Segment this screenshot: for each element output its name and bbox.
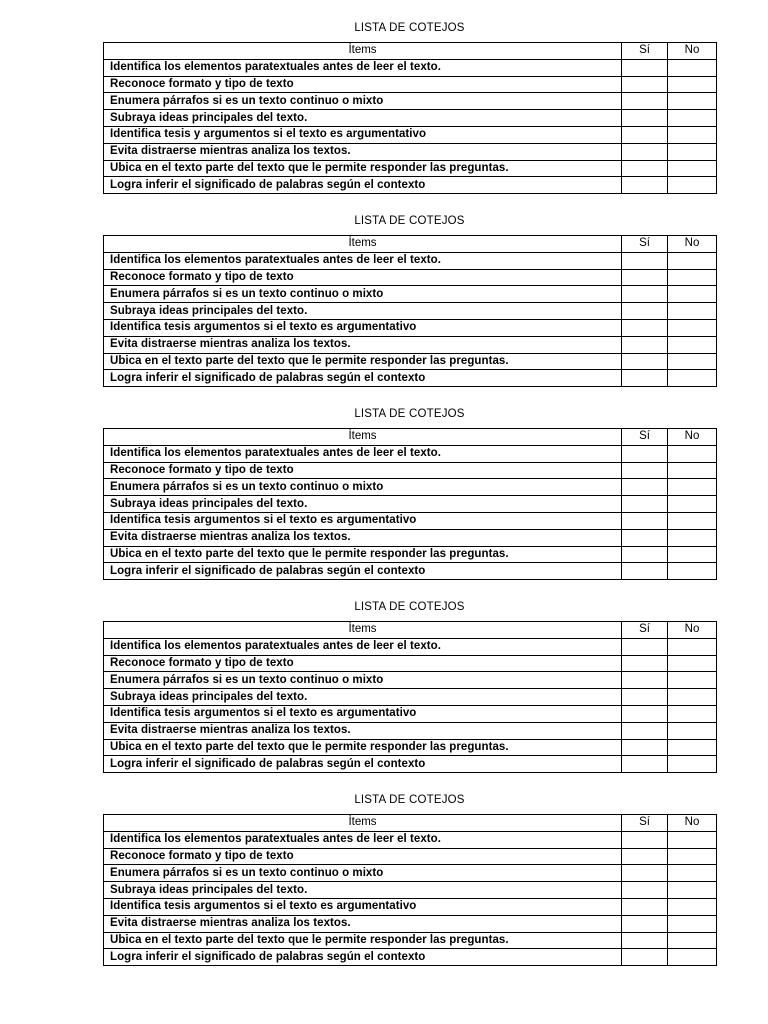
check-cell-si[interactable] [622,512,668,529]
table-row [104,462,717,479]
check-cell-si[interactable] [622,898,668,915]
item-text: Reconoce formato y tipo de texto [104,462,622,479]
table-row [104,479,717,496]
check-cell-si[interactable] [622,739,668,756]
item-text: Reconoce formato y tipo de texto [104,76,622,93]
item-text: Reconoce formato y tipo de texto [104,848,622,865]
table-row [104,93,717,110]
check-cell-si[interactable] [622,756,668,773]
item-text: Logra inferir el significado de palabras según el contexto [104,370,622,387]
check-cell-si[interactable] [622,319,668,336]
check-cell-no[interactable] [668,563,717,580]
item-text: Identifica los elementos paratextuales antes de leer el texto. [104,252,622,269]
table-row [104,563,717,580]
check-cell-no[interactable] [668,59,717,76]
column-header-si: Sí [622,429,668,446]
check-cell-no[interactable] [668,705,717,722]
check-cell-no[interactable] [668,848,717,865]
check-cell-no[interactable] [668,898,717,915]
table-header-row [104,429,717,446]
item-text: Subraya ideas principales del texto. [104,303,622,320]
check-cell-no[interactable] [668,496,717,513]
column-header-si: Sí [622,622,668,639]
item-text: Identifica tesis argumentos si el texto es argumentativo [104,319,622,336]
table-row [104,932,717,949]
table-row [104,252,717,269]
check-cell-no[interactable] [668,76,717,93]
table-row [104,512,717,529]
column-header-si: Sí [622,815,668,832]
check-cell-si[interactable] [622,689,668,706]
check-cell-no[interactable] [668,177,717,194]
table-row [104,756,717,773]
check-cell-no[interactable] [668,303,717,320]
item-text: Enumera párrafos si es un texto continuo o mixto [104,479,622,496]
check-cell-si[interactable] [622,370,668,387]
item-text: Identifica tesis argumentos si el texto es argumentativo [104,512,622,529]
check-cell-no[interactable] [668,462,717,479]
check-cell-si[interactable] [622,336,668,353]
column-header-items: Ítems [104,815,622,832]
check-cell-si[interactable] [622,915,668,932]
table-row [104,286,717,303]
check-cell-no[interactable] [668,949,717,966]
table-row [104,689,717,706]
checklist-table [103,621,717,773]
table-row [104,898,717,915]
check-cell-si[interactable] [622,848,668,865]
table-row [104,865,717,882]
checklist-title: LISTA DE COTEJOS [354,408,465,420]
column-header-si: Sí [622,236,668,253]
item-text: Enumera párrafos si es un texto continuo o mixto [104,672,622,689]
check-cell-no[interactable] [668,915,717,932]
item-text: Logra inferir el significado de palabras según el contexto [104,177,622,194]
check-cell-no[interactable] [668,638,717,655]
checklist-title: LISTA DE COTEJOS [354,601,465,613]
check-cell-si[interactable] [622,303,668,320]
table-row [104,722,717,739]
table-row [104,76,717,93]
item-text: Ubica en el texto parte del texto que le permite responder las preguntas. [104,932,622,949]
item-text: Logra inferir el significado de palabras según el contexto [104,563,622,580]
table-header-row [104,43,717,60]
check-cell-no[interactable] [668,932,717,949]
item-text: Identifica tesis argumentos si el texto es argumentativo [104,705,622,722]
table-row [104,831,717,848]
check-cell-si[interactable] [622,529,668,546]
item-text: Subraya ideas principales del texto. [104,110,622,127]
item-text: Evita distraerse mientras analiza los textos. [104,915,622,932]
check-cell-si[interactable] [622,252,668,269]
checklist-table [103,42,717,194]
check-cell-si[interactable] [622,672,668,689]
table-row [104,529,717,546]
item-text: Subraya ideas principales del texto. [104,882,622,899]
check-cell-no[interactable] [668,546,717,563]
check-cell-si[interactable] [622,563,668,580]
table-row [104,126,717,143]
item-text: Evita distraerse mientras analiza los textos. [104,336,622,353]
item-text: Subraya ideas principales del texto. [104,689,622,706]
item-text: Identifica los elementos paratextuales antes de leer el texto. [104,59,622,76]
check-cell-no[interactable] [668,865,717,882]
item-text: Identifica los elementos paratextuales antes de leer el texto. [104,831,622,848]
checklist-1 [103,12,716,194]
column-header-items: Ítems [104,429,622,446]
check-cell-si[interactable] [622,445,668,462]
check-cell-si[interactable] [622,882,668,899]
item-text: Identifica los elementos paratextuales antes de leer el texto. [104,445,622,462]
checklist-title: LISTA DE COTEJOS [354,22,465,34]
item-text: Enumera párrafos si es un texto continuo o mixto [104,93,622,110]
column-header-no: No [668,815,717,832]
item-text: Reconoce formato y tipo de texto [104,269,622,286]
item-text: Reconoce formato y tipo de texto [104,655,622,672]
item-text: Ubica en el texto parte del texto que le permite responder las preguntas. [104,160,622,177]
check-cell-si[interactable] [622,546,668,563]
check-cell-no[interactable] [668,269,717,286]
checklist-table [103,235,717,387]
checklist-table [103,428,717,580]
check-cell-no[interactable] [668,319,717,336]
table-row [104,177,717,194]
table-row [104,705,717,722]
check-cell-si[interactable] [622,177,668,194]
item-text: Identifica los elementos paratextuales antes de leer el texto. [104,638,622,655]
check-cell-no[interactable] [668,512,717,529]
check-cell-no[interactable] [668,252,717,269]
column-header-si: Sí [622,43,668,60]
check-cell-si[interactable] [622,126,668,143]
check-cell-no[interactable] [668,722,717,739]
checklist-table [103,814,717,966]
check-cell-no[interactable] [668,445,717,462]
check-cell-si[interactable] [622,638,668,655]
check-cell-no[interactable] [668,689,717,706]
item-text: Ubica en el texto parte del texto que le permite responder las preguntas. [104,739,622,756]
table-header-row [104,622,717,639]
table-row [104,59,717,76]
check-cell-no[interactable] [668,479,717,496]
check-cell-si[interactable] [622,110,668,127]
column-header-items: Ítems [104,43,622,60]
check-cell-no[interactable] [668,831,717,848]
check-cell-si[interactable] [622,143,668,160]
check-cell-si[interactable] [622,705,668,722]
check-cell-no[interactable] [668,126,717,143]
table-header-row [104,815,717,832]
item-text: Ubica en el texto parte del texto que le permite responder las preguntas. [104,353,622,370]
column-header-no: No [668,429,717,446]
check-cell-si[interactable] [622,160,668,177]
check-cell-si[interactable] [622,865,668,882]
table-row [104,370,717,387]
table-row [104,303,717,320]
item-text: Evita distraerse mientras analiza los textos. [104,529,622,546]
checklist-3 [103,398,716,580]
item-text: Logra inferir el significado de palabras según el contexto [104,756,622,773]
check-cell-no[interactable] [668,143,717,160]
table-row [104,143,717,160]
check-cell-no[interactable] [668,739,717,756]
check-cell-no[interactable] [668,93,717,110]
check-cell-si[interactable] [622,93,668,110]
check-cell-si[interactable] [622,269,668,286]
table-row [104,445,717,462]
item-text: Evita distraerse mientras analiza los textos. [104,722,622,739]
table-row [104,949,717,966]
check-cell-no[interactable] [668,353,717,370]
checklist-4 [103,591,716,773]
check-cell-no[interactable] [668,655,717,672]
check-cell-si[interactable] [622,655,668,672]
checklist-title: LISTA DE COTEJOS [354,215,465,227]
check-cell-si[interactable] [622,496,668,513]
check-cell-si[interactable] [622,831,668,848]
table-header-row [104,236,717,253]
table-row [104,546,717,563]
check-cell-si[interactable] [622,462,668,479]
check-cell-no[interactable] [668,286,717,303]
table-row [104,496,717,513]
column-header-no: No [668,43,717,60]
item-text: Identifica tesis y argumentos si el texto es argumentativo [104,126,622,143]
item-text: Identifica tesis argumentos si el texto es argumentativo [104,898,622,915]
check-cell-no[interactable] [668,110,717,127]
checklist-title: LISTA DE COTEJOS [354,794,465,806]
table-row [104,638,717,655]
item-text: Logra inferir el significado de palabras según el contexto [104,949,622,966]
check-cell-si[interactable] [622,286,668,303]
item-text: Enumera párrafos si es un texto continuo o mixto [104,865,622,882]
checklist-2 [103,205,716,387]
checklist-5 [103,784,716,966]
check-cell-si[interactable] [622,353,668,370]
check-cell-no[interactable] [668,882,717,899]
check-cell-no[interactable] [668,529,717,546]
check-cell-si[interactable] [622,479,668,496]
column-header-items: Ítems [104,622,622,639]
item-text: Evita distraerse mientras analiza los textos. [104,143,622,160]
check-cell-si[interactable] [622,949,668,966]
table-row [104,336,717,353]
column-header-no: No [668,236,717,253]
item-text: Ubica en el texto parte del texto que le permite responder las preguntas. [104,546,622,563]
column-header-items: Ítems [104,236,622,253]
table-row [104,110,717,127]
table-row [104,160,717,177]
table-row [104,672,717,689]
table-row [104,353,717,370]
table-row [104,269,717,286]
check-cell-si[interactable] [622,932,668,949]
column-header-no: No [668,622,717,639]
check-cell-no[interactable] [668,336,717,353]
table-row [104,739,717,756]
check-cell-no[interactable] [668,160,717,177]
check-cell-si[interactable] [622,76,668,93]
table-row [104,882,717,899]
table-row [104,848,717,865]
item-text: Subraya ideas principales del texto. [104,496,622,513]
check-cell-no[interactable] [668,672,717,689]
check-cell-si[interactable] [622,722,668,739]
check-cell-si[interactable] [622,59,668,76]
check-cell-no[interactable] [668,756,717,773]
table-row [104,915,717,932]
check-cell-no[interactable] [668,370,717,387]
item-text: Enumera párrafos si es un texto continuo o mixto [104,286,622,303]
table-row [104,655,717,672]
table-row [104,319,717,336]
